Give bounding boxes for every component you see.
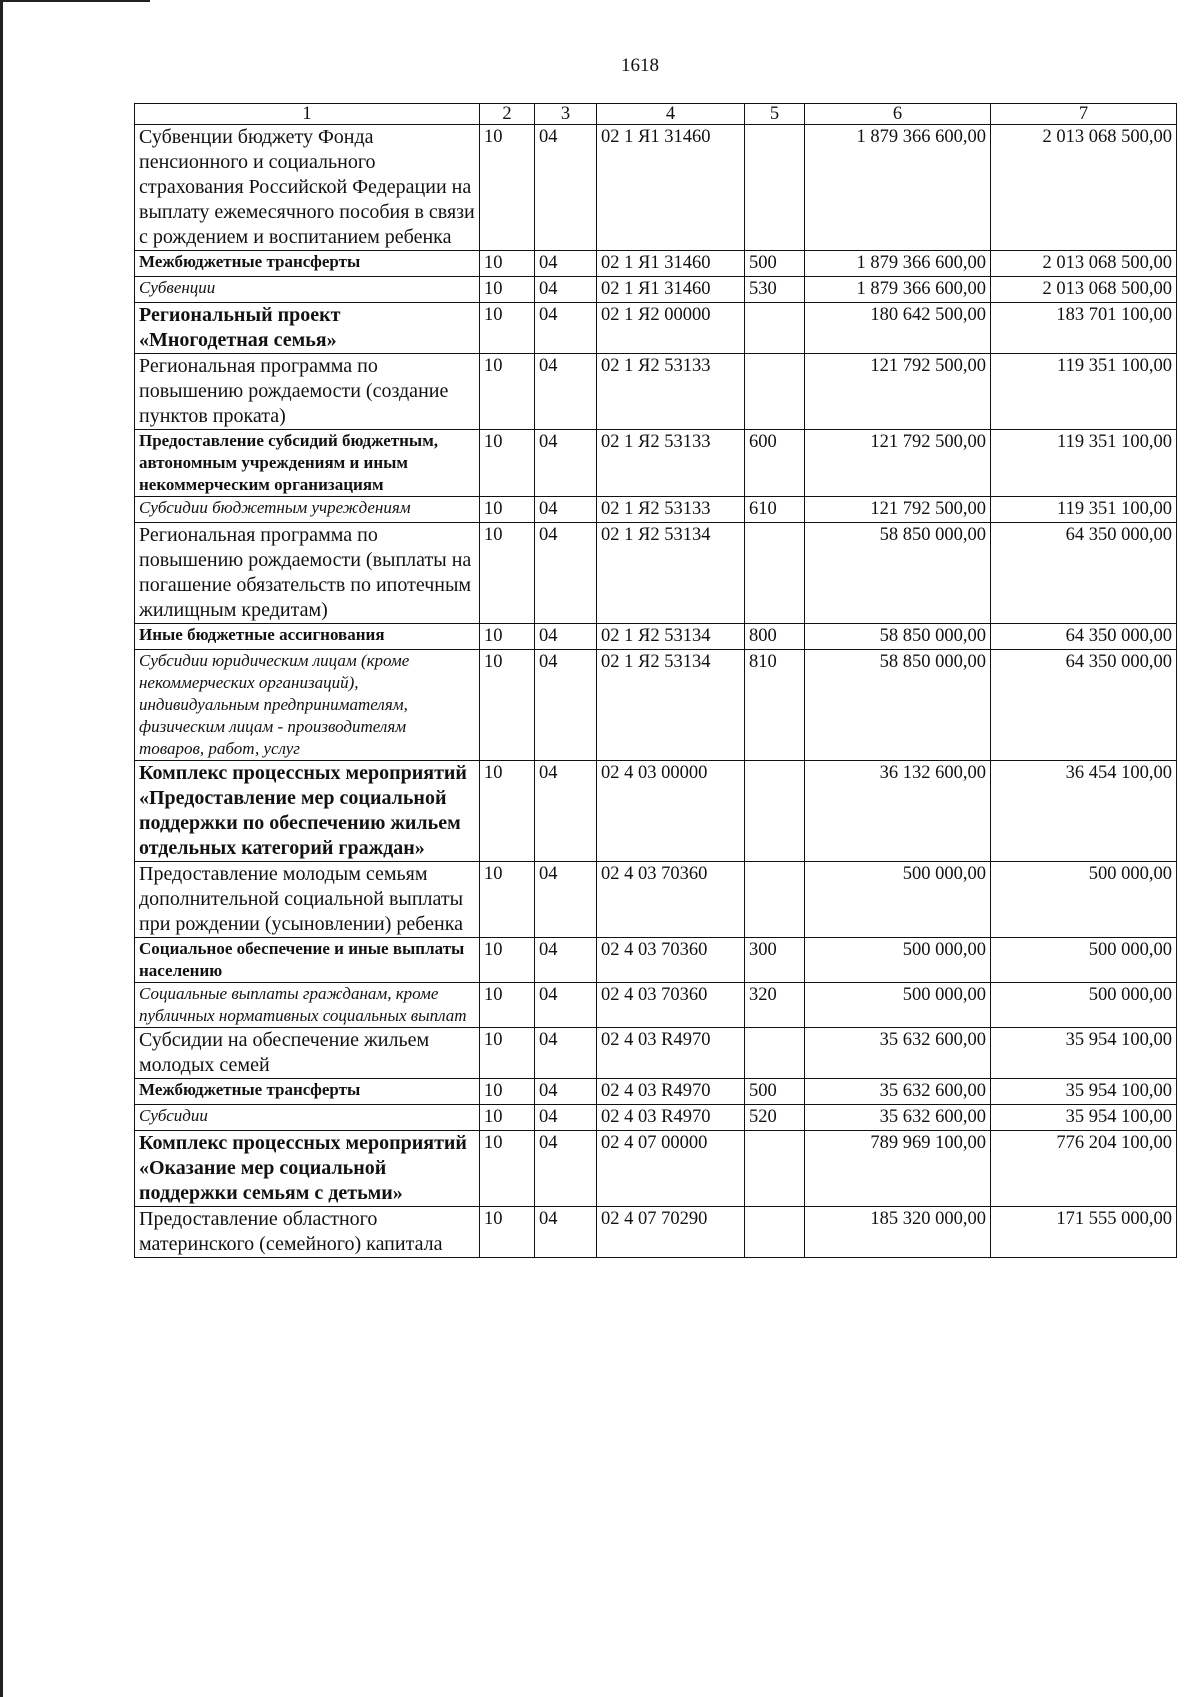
row-subsection-cell: 04	[535, 624, 597, 650]
row-amount-year1-cell: 58 850 000,00	[805, 523, 991, 624]
row-expense-type-cell	[745, 354, 805, 430]
row-amount-year2-cell: 183 701 100,00	[991, 303, 1177, 354]
row-subsection-cell: 04	[535, 983, 597, 1028]
table-row	[135, 303, 1177, 354]
row-amount-year1-cell: 180 642 500,00	[805, 303, 991, 354]
row-section-cell: 10	[480, 938, 535, 983]
row-subsection-cell: 04	[535, 523, 597, 624]
budget-table	[134, 103, 1177, 1258]
row-subsection-cell: 04	[535, 277, 597, 303]
header-col-2: 2	[480, 104, 535, 125]
row-amount-year2-cell: 64 350 000,00	[991, 523, 1177, 624]
row-amount-year1-cell: 789 969 100,00	[805, 1131, 991, 1207]
row-name-cell: Субсидии на обеспечение жильем молодых семей	[135, 1028, 480, 1079]
row-amount-year1-cell: 121 792 500,00	[805, 497, 991, 523]
row-section-cell: 10	[480, 125, 535, 251]
table-row	[135, 1131, 1177, 1207]
row-subsection-cell: 04	[535, 650, 597, 761]
row-name-cell: Субсидии юридическим лицам (кроме некоммерческих организаций), индивидуальным предпринимателям, физическим лицам - производителям товаров, работ, услуг	[135, 650, 480, 761]
table-row	[135, 938, 1177, 983]
row-subsection-cell: 04	[535, 862, 597, 938]
table-row	[135, 125, 1177, 251]
header-row	[135, 104, 1177, 125]
row-subsection-cell: 04	[535, 1207, 597, 1258]
table-row	[135, 761, 1177, 862]
row-amount-year1-cell: 35 632 600,00	[805, 1079, 991, 1105]
row-target-code-cell: 02 1 Я1 31460	[597, 125, 745, 251]
table-row	[135, 983, 1177, 1028]
row-subsection-cell: 04	[535, 1131, 597, 1207]
row-target-code-cell: 02 1 Я2 53134	[597, 523, 745, 624]
table-row	[135, 523, 1177, 624]
row-expense-type-cell: 300	[745, 938, 805, 983]
row-name-cell: Субвенции бюджету Фонда пенсионного и социального страхования Российской Федерации на выплату ежемесячного пособия в связи с рождением и воспитанием ребенка	[135, 125, 480, 251]
row-amount-year2-cell: 119 351 100,00	[991, 354, 1177, 430]
row-target-code-cell: 02 4 03 70360	[597, 862, 745, 938]
row-section-cell: 10	[480, 251, 535, 277]
row-amount-year2-cell: 2 013 068 500,00	[991, 125, 1177, 251]
row-expense-type-cell: 600	[745, 430, 805, 497]
row-expense-type-cell: 520	[745, 1105, 805, 1131]
row-target-code-cell: 02 1 Я2 53133	[597, 430, 745, 497]
row-subsection-cell: 04	[535, 1105, 597, 1131]
header-col-6: 6	[805, 104, 991, 125]
row-expense-type-cell: 810	[745, 650, 805, 761]
row-name-cell: Социальное обеспечение и иные выплаты населению	[135, 938, 480, 983]
row-section-cell: 10	[480, 1131, 535, 1207]
row-amount-year1-cell: 58 850 000,00	[805, 624, 991, 650]
row-expense-type-cell	[745, 303, 805, 354]
row-amount-year1-cell: 500 000,00	[805, 983, 991, 1028]
row-amount-year1-cell: 58 850 000,00	[805, 650, 991, 761]
table-row	[135, 862, 1177, 938]
row-expense-type-cell	[745, 1131, 805, 1207]
row-subsection-cell: 04	[535, 1079, 597, 1105]
scan-edge-left	[0, 0, 3, 1697]
row-name-cell: Иные бюджетные ассигнования	[135, 624, 480, 650]
row-name-cell: Субвенции	[135, 277, 480, 303]
row-amount-year1-cell: 500 000,00	[805, 862, 991, 938]
row-target-code-cell: 02 1 Я2 53134	[597, 624, 745, 650]
row-expense-type-cell: 320	[745, 983, 805, 1028]
row-amount-year1-cell: 185 320 000,00	[805, 1207, 991, 1258]
row-section-cell: 10	[480, 761, 535, 862]
row-expense-type-cell	[745, 523, 805, 624]
row-target-code-cell: 02 4 07 00000	[597, 1131, 745, 1207]
row-section-cell: 10	[480, 1028, 535, 1079]
row-amount-year2-cell: 64 350 000,00	[991, 650, 1177, 761]
row-target-code-cell: 02 4 03 70360	[597, 938, 745, 983]
row-subsection-cell: 04	[535, 303, 597, 354]
row-subsection-cell: 04	[535, 761, 597, 862]
row-name-cell: Субсидии	[135, 1105, 480, 1131]
row-amount-year1-cell: 1 879 366 600,00	[805, 125, 991, 251]
row-subsection-cell: 04	[535, 354, 597, 430]
table-row	[135, 251, 1177, 277]
row-name-cell: Предоставление субсидий бюджетным, автономным учреждениям и иным некоммерческим организациям	[135, 430, 480, 497]
row-amount-year1-cell: 35 632 600,00	[805, 1028, 991, 1079]
row-subsection-cell: 04	[535, 125, 597, 251]
row-section-cell: 10	[480, 303, 535, 354]
row-target-code-cell: 02 1 Я2 53134	[597, 650, 745, 761]
row-amount-year2-cell: 500 000,00	[991, 862, 1177, 938]
row-target-code-cell: 02 4 07 70290	[597, 1207, 745, 1258]
row-subsection-cell: 04	[535, 497, 597, 523]
row-name-cell: Межбюджетные трансферты	[135, 251, 480, 277]
row-target-code-cell: 02 1 Я2 53133	[597, 497, 745, 523]
row-name-cell: Межбюджетные трансферты	[135, 1079, 480, 1105]
row-target-code-cell: 02 4 03 R4970	[597, 1105, 745, 1131]
row-section-cell: 10	[480, 1079, 535, 1105]
row-amount-year2-cell: 35 954 100,00	[991, 1028, 1177, 1079]
row-name-cell: Предоставление областного материнского (семейного) капитала	[135, 1207, 480, 1258]
row-amount-year2-cell: 35 954 100,00	[991, 1105, 1177, 1131]
row-expense-type-cell	[745, 1207, 805, 1258]
header-col-3: 3	[535, 104, 597, 125]
row-expense-type-cell: 500	[745, 1079, 805, 1105]
row-expense-type-cell	[745, 1028, 805, 1079]
row-expense-type-cell: 530	[745, 277, 805, 303]
header-col-1: 1	[135, 104, 480, 125]
table-row	[135, 650, 1177, 761]
row-amount-year2-cell: 64 350 000,00	[991, 624, 1177, 650]
row-subsection-cell: 04	[535, 1028, 597, 1079]
row-section-cell: 10	[480, 624, 535, 650]
row-expense-type-cell	[745, 125, 805, 251]
row-target-code-cell: 02 1 Я2 00000	[597, 303, 745, 354]
row-amount-year2-cell: 119 351 100,00	[991, 497, 1177, 523]
row-expense-type-cell	[745, 862, 805, 938]
header-col-7: 7	[991, 104, 1177, 125]
row-amount-year1-cell: 36 132 600,00	[805, 761, 991, 862]
table-body	[135, 125, 1177, 1258]
row-section-cell: 10	[480, 354, 535, 430]
table-row	[135, 1207, 1177, 1258]
table-row	[135, 277, 1177, 303]
row-section-cell: 10	[480, 497, 535, 523]
page-number: 1618	[621, 55, 659, 76]
row-name-cell: Региональная программа по повышению рождаемости (выплаты на погашение обязательств по ипотечным жилищным кредитам)	[135, 523, 480, 624]
row-name-cell: Комплекс процессных мероприятий «Предоставление мер социальной поддержки по обеспечению жильем отдельных категорий граждан»	[135, 761, 480, 862]
row-amount-year1-cell: 1 879 366 600,00	[805, 277, 991, 303]
row-amount-year2-cell: 500 000,00	[991, 938, 1177, 983]
row-amount-year2-cell: 171 555 000,00	[991, 1207, 1177, 1258]
row-section-cell: 10	[480, 1207, 535, 1258]
row-name-cell: Социальные выплаты гражданам, кроме публичных нормативных социальных выплат	[135, 983, 480, 1028]
row-section-cell: 10	[480, 650, 535, 761]
row-name-cell: Региональный проект «Многодетная семья»	[135, 303, 480, 354]
row-amount-year2-cell: 36 454 100,00	[991, 761, 1177, 862]
row-amount-year2-cell: 776 204 100,00	[991, 1131, 1177, 1207]
table-row	[135, 1028, 1177, 1079]
row-section-cell: 10	[480, 1105, 535, 1131]
row-target-code-cell: 02 4 03 R4970	[597, 1028, 745, 1079]
row-subsection-cell: 04	[535, 430, 597, 497]
row-target-code-cell: 02 4 03 R4970	[597, 1079, 745, 1105]
row-section-cell: 10	[480, 523, 535, 624]
row-expense-type-cell: 500	[745, 251, 805, 277]
row-subsection-cell: 04	[535, 938, 597, 983]
row-section-cell: 10	[480, 277, 535, 303]
row-amount-year2-cell: 119 351 100,00	[991, 430, 1177, 497]
row-amount-year2-cell: 2 013 068 500,00	[991, 251, 1177, 277]
row-expense-type-cell: 800	[745, 624, 805, 650]
row-amount-year2-cell: 500 000,00	[991, 983, 1177, 1028]
table-row	[135, 1079, 1177, 1105]
row-name-cell: Комплекс процессных мероприятий «Оказание мер социальной поддержки семьям с детьми»	[135, 1131, 480, 1207]
row-section-cell: 10	[480, 862, 535, 938]
row-name-cell: Региональная программа по повышению рождаемости (создание пунктов проката)	[135, 354, 480, 430]
table-row	[135, 624, 1177, 650]
row-expense-type-cell	[745, 761, 805, 862]
row-section-cell: 10	[480, 983, 535, 1028]
row-target-code-cell: 02 4 03 00000	[597, 761, 745, 862]
row-name-cell: Субсидии бюджетным учреждениям	[135, 497, 480, 523]
header-col-5: 5	[745, 104, 805, 125]
scan-edge-top	[0, 0, 150, 2]
row-target-code-cell: 02 1 Я1 31460	[597, 251, 745, 277]
row-amount-year2-cell: 2 013 068 500,00	[991, 277, 1177, 303]
row-amount-year1-cell: 1 879 366 600,00	[805, 251, 991, 277]
row-subsection-cell: 04	[535, 251, 597, 277]
row-target-code-cell: 02 1 Я1 31460	[597, 277, 745, 303]
table-row	[135, 1105, 1177, 1131]
row-amount-year2-cell: 35 954 100,00	[991, 1079, 1177, 1105]
row-section-cell: 10	[480, 430, 535, 497]
row-amount-year1-cell: 121 792 500,00	[805, 430, 991, 497]
header-col-4: 4	[597, 104, 745, 125]
row-amount-year1-cell: 35 632 600,00	[805, 1105, 991, 1131]
row-amount-year1-cell: 500 000,00	[805, 938, 991, 983]
row-expense-type-cell: 610	[745, 497, 805, 523]
table-row	[135, 354, 1177, 430]
table-row	[135, 430, 1177, 497]
row-amount-year1-cell: 121 792 500,00	[805, 354, 991, 430]
table-row	[135, 497, 1177, 523]
row-target-code-cell: 02 4 03 70360	[597, 983, 745, 1028]
row-name-cell: Предоставление молодым семьям дополнительной социальной выплаты при рождении (усыновлении) ребенка	[135, 862, 480, 938]
row-target-code-cell: 02 1 Я2 53133	[597, 354, 745, 430]
